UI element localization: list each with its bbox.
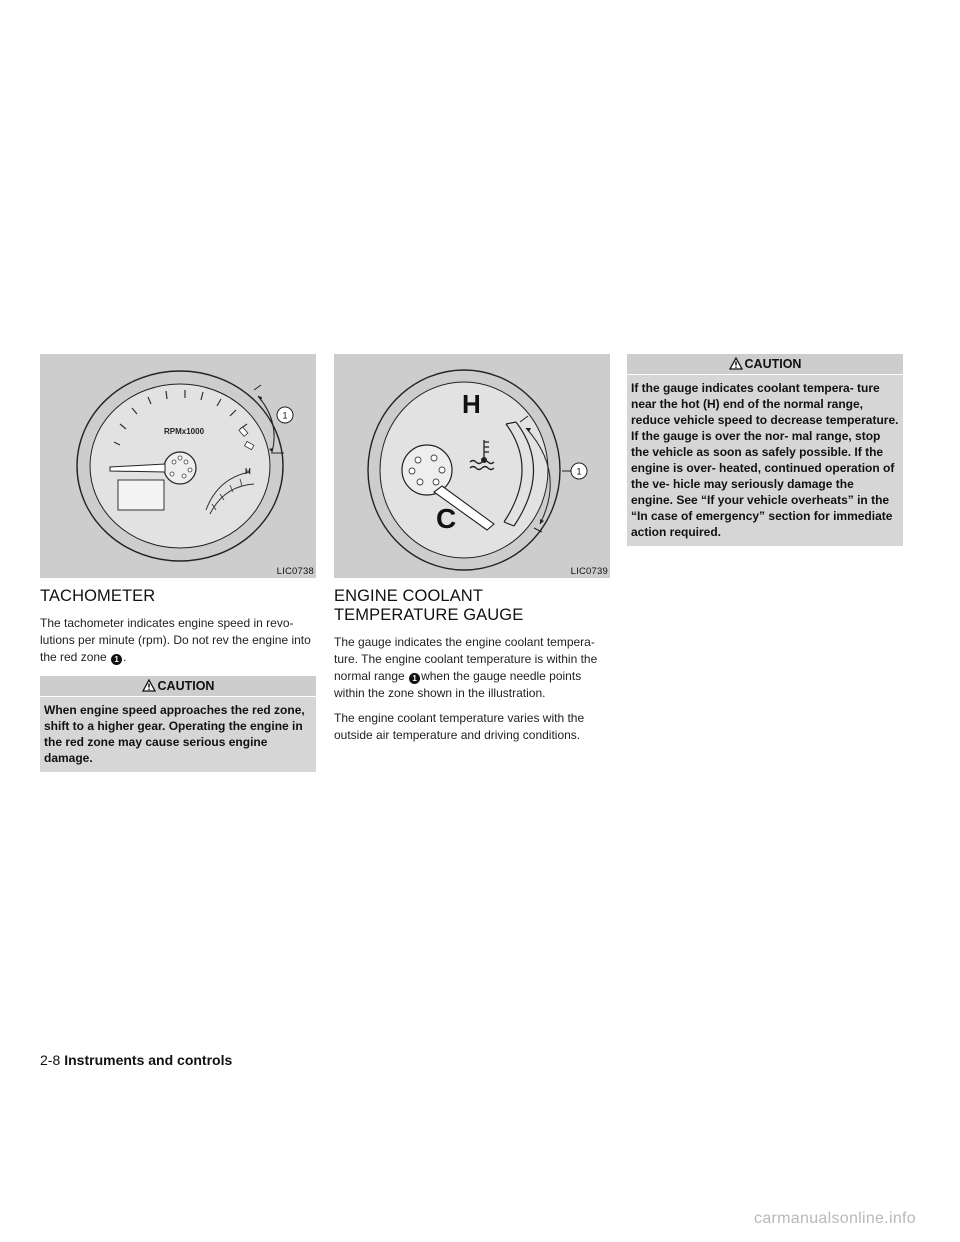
red-zone-marker: 1 xyxy=(111,654,122,665)
coolant-figure-code: LIC0739 xyxy=(570,566,608,577)
tachometer-description-end: . xyxy=(123,650,127,664)
tachometer-h-mark: H xyxy=(245,467,251,476)
coolant-variation-text: The engine coolant temperature varies with the outside air temperature and driving conditions. xyxy=(334,711,585,742)
tachometer-caution-box xyxy=(40,676,316,772)
tachometer-section xyxy=(40,354,316,772)
tachometer-figure xyxy=(40,354,316,578)
section-title: Instruments and controls xyxy=(64,1052,233,1068)
coolant-gauge-illustration xyxy=(334,354,610,578)
coolant-caution-title: CAUTION xyxy=(744,357,802,371)
tachometer-caution-header xyxy=(40,676,316,696)
tachometer-caution-title: CAUTION xyxy=(157,679,215,693)
coolant-description-end: when the gauge needle points within the zone shown in the illustration. xyxy=(334,669,582,700)
tachometer-illustration xyxy=(40,354,316,578)
tachometer-figure-code: LIC0738 xyxy=(276,566,314,577)
coolant-section xyxy=(334,354,610,752)
page-number: 2-8 xyxy=(40,1052,61,1068)
warning-triangle-icon xyxy=(142,679,156,692)
watermark: carmanualsonline.info xyxy=(754,1210,916,1227)
tachometer-caution-text: When engine speed approaches the red zone, shift to a higher gear. Operating the engine in the red zone may cause serious engine damage. xyxy=(40,696,316,772)
normal-range-marker: 1 xyxy=(409,673,420,684)
page-footer xyxy=(40,1052,232,1068)
warning-triangle-icon xyxy=(729,357,743,370)
coolant-caution-header xyxy=(627,354,903,374)
coolant-cold-mark: C xyxy=(436,503,457,534)
tachometer-description-text: The tachometer indicates engine speed in revo- lutions per minute (rpm). Do not rev the engine into the red zone xyxy=(40,616,311,664)
coolant-callout-number: 1 xyxy=(576,466,582,477)
coolant-caution-text: If the gauge indicates coolant tempera- ture near the hot (H) end of the normal range, reduce vehicle speed to decrease temperature. If the gauge is over the nor- mal range, stop the vehicle as soon as safely possible. If the engine is over- heated, continued operation of the ve- hicle may seriously damage the engine. See “If your vehicle overheats” in the “In case of emergency” section for immediate action required. xyxy=(627,374,903,546)
coolant-description-text: The gauge indicates the engine coolant tempera- ture. The engine coolant temperature is within the normal range xyxy=(334,635,598,683)
coolant-caution-box xyxy=(627,354,903,546)
tachometer-heading: TACHOMETER xyxy=(40,587,156,605)
tachometer-callout-number: 1 xyxy=(282,410,288,421)
coolant-caution-section xyxy=(627,354,903,546)
tachometer-rpm-label: RPMx1000 xyxy=(164,427,205,436)
tachometer-description xyxy=(40,615,316,666)
coolant-hot-mark: H xyxy=(462,389,481,419)
coolant-description xyxy=(334,634,610,702)
coolant-heading: ENGINE COOLANT TEMPERATURE GAUGE xyxy=(334,587,524,624)
coolant-figure xyxy=(334,354,610,578)
